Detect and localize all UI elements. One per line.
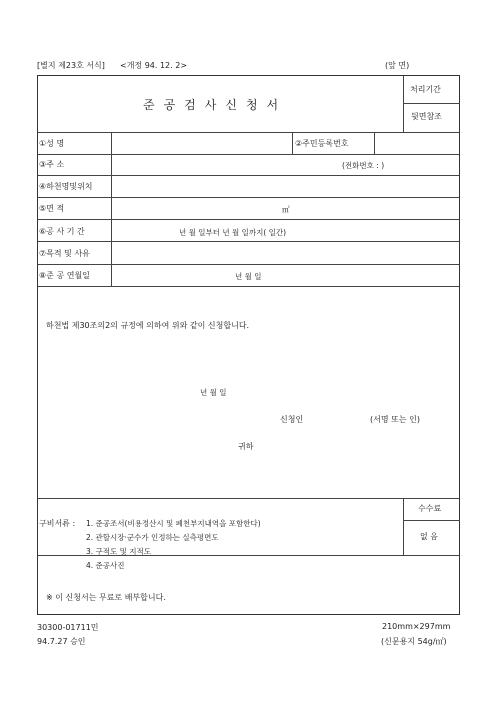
completion-date-label: ⑧준 공 연월일 (39, 271, 90, 280)
addressee-label: 귀하 (238, 442, 254, 451)
fee-value: 없 음 (420, 532, 438, 541)
name-label: ①성 명 (39, 139, 65, 148)
form-code: 30300-01711민 (37, 623, 99, 632)
free-distribution-notice: ※ 이 신청서는 무료로 배부합니다. (46, 593, 166, 602)
resident-number-label: ②주민등록번호 (295, 139, 349, 148)
name-field[interactable] (112, 134, 290, 150)
attachments-heading: 구비서류 : (39, 519, 76, 528)
approval-date: 94.7.27 승인 (37, 637, 86, 646)
paper-size: 210mm×297mm (382, 622, 451, 631)
completion-date-field[interactable]: 년 월 일 (235, 272, 262, 281)
application-date[interactable]: 년 월 일 (200, 388, 227, 397)
resident-number-field[interactable] (375, 134, 458, 150)
revision-note: <개정 94. 12. 2> (120, 61, 188, 70)
purpose-field[interactable] (112, 245, 457, 261)
address-label: ③주 소 (39, 160, 65, 169)
page-side-label: (앞 면) (385, 61, 410, 70)
fee-label: 수수료 (418, 504, 442, 513)
phone-label: (전화번호 : ) (342, 161, 385, 170)
area-label: ⑤면 적 (39, 204, 65, 213)
river-location-field[interactable] (112, 178, 457, 194)
construction-period-label: ⑥공 사 기 간 (39, 227, 85, 236)
address-field[interactable] (112, 156, 337, 172)
applicant-label: 신청인 (280, 415, 304, 424)
form-reference: [별지 제23호 서식] (37, 61, 105, 70)
attachment-item: 1. 준공조서(비용정산시 및 폐천부지내역을 포함한다) (86, 519, 261, 528)
area-unit: ㎡ (282, 205, 290, 214)
form-title: 준공검사신청서 (143, 98, 288, 112)
processing-period-label: 처리기간 (410, 85, 441, 94)
purpose-label: ⑦목적 및 사유 (39, 249, 90, 258)
attachment-item: 3. 구적도 및 지적도 (86, 547, 152, 556)
area-field[interactable] (112, 200, 277, 216)
paper-type: (신문용지 54g/㎡) (381, 637, 447, 646)
construction-period-field[interactable]: 년 월 일부터 년 월 일까지( 일간) (179, 228, 287, 237)
attachment-item: 4. 준공사진 (86, 561, 125, 570)
statement-text: 하천법 제30조의2의 규정에 의하여 위와 같이 신청합니다. (46, 321, 250, 330)
river-location-label: ④하천명및위치 (39, 182, 93, 191)
see-back-label: 뒷면참조 (411, 112, 442, 121)
attachment-item: 2. 관할시장·군수가 인정하는 실측평면도 (86, 533, 219, 542)
signature-label: (서명 또는 인) (370, 415, 420, 424)
